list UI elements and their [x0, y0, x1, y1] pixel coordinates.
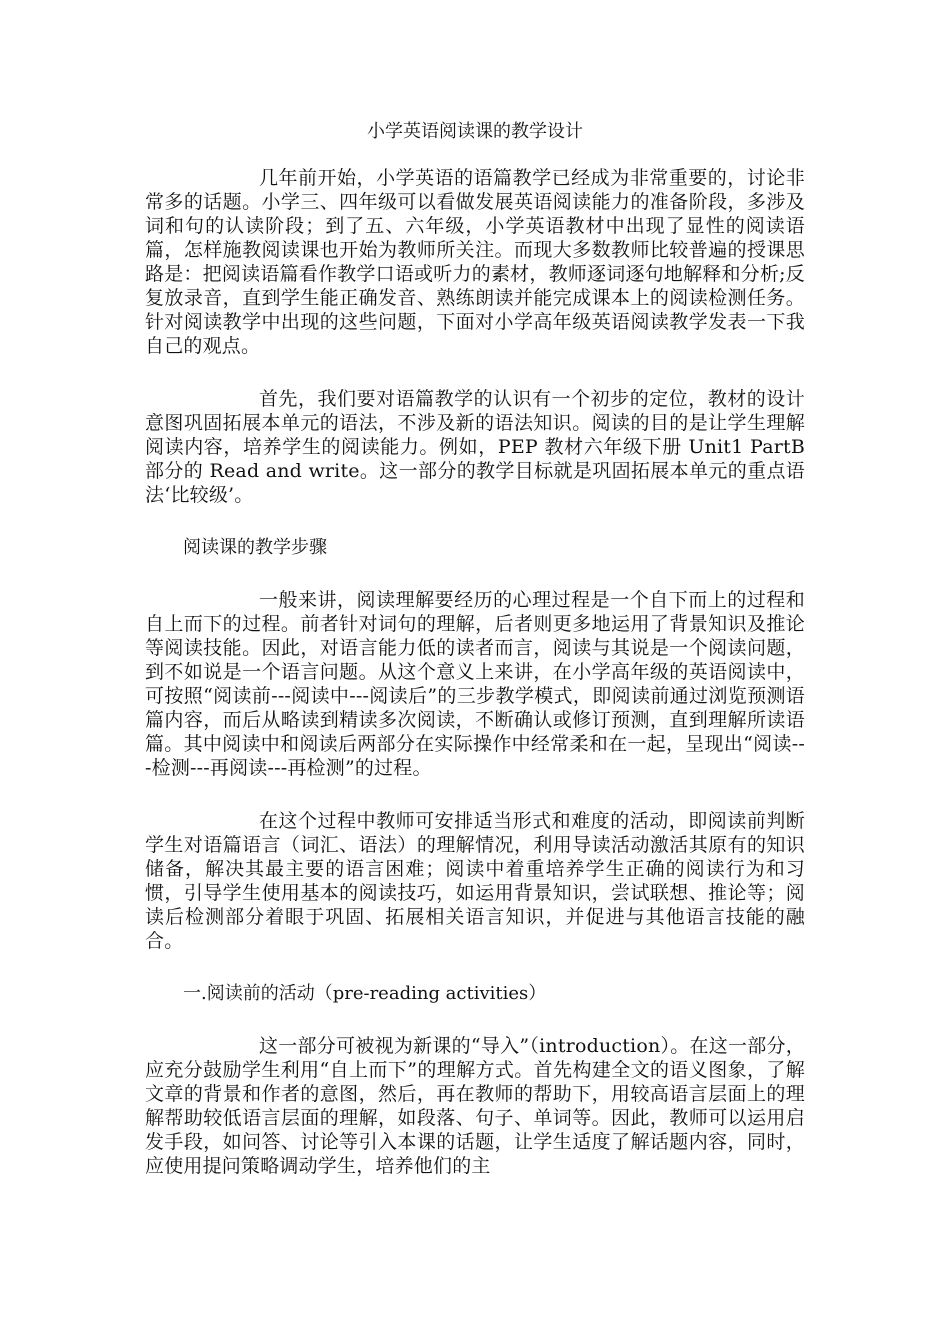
paragraph-reading-process: 一般来讲，阅读理解要经历的心理过程是一个自下而上的过程和自上而下的过程。前者针对词句的理解，后者则更多地运用了背景知识及推论等阅读技能。因此，对语言能力低的读者而言，阅读与其说是一个阅读问题，到不如说是一个语言问题。从这个意义上来讲，在小学高年级的英语阅读中，可按照“阅读前---阅读中---阅读后”的三步教学模式，即阅读前通过浏览预测语篇内容，而后从略读到精读多次阅读，不断确认或修订预测，直到理解所读语篇。其中阅读中和阅读后两部分在实际操作中经常柔和在一起，呈现出“阅读---检测---再阅读---再检测”的过程。	[145, 589, 805, 779]
document-title: 小学英语阅读课的教学设计	[367, 121, 583, 142]
paragraph-intro: 几年前开始，小学英语的语篇教学已经成为非常重要的，讨论非常多的话题。小学三、四年级可以看做发展英语阅读能力的准备阶段，多涉及词和句的认读阶段；到了五、六年级，小学英语教材中出现了显性的阅读语篇，怎样施教阅读课也开始为教师所关注。而现大多数教师比较普遍的授课思路是：把阅读语篇看作教学口语或听力的素材，教师逐词逐句地解释和分析;反复放录音，直到学生能正确发音、熟练朗读并能完成课本上的阅读检测任务。针对阅读教学中出现的这些问题，下面对小学高年级英语阅读教学发表一下我自己的观点。	[145, 167, 805, 357]
paragraph-activities: 在这个过程中教师可安排适当形式和难度的活动，即阅读前判断学生对语篇语言（词汇、语法）的理解情况，利用导读活动激活其原有的知识储备，解决其最主要的语言困难；阅读中着重培养学生正确的阅读行为和习惯，引导学生使用基本的阅读技巧，如运用背景知识，尝试联想、推论等；阅读后检测部分着眼于巩固、拓展相关语言知识，并促进与其他语言技能的融合。	[145, 810, 805, 952]
document-body	[145, 118, 805, 1207]
paragraph-positioning: 首先，我们要对语篇教学的认识有一个初步的定位，教材的设计意图巩固拓展本单元的语法，不涉及新的语法知识。阅读的目的是让学生理解阅读内容，培养学生的阅读能力。例如，PEP 教材六年级下册 Unit1 PartB 部分的 Read and write。这一部分的教学目标就是巩固拓展本单元的重点语法‘比较级’。	[145, 388, 805, 506]
section-heading-pre-reading: 一.阅读前的活动（pre-reading activities）	[183, 983, 547, 1004]
paragraph-introduction: 这一部分可被视为新课的“导入”（introduction）。在这一部分，应充分鼓励学生利用“自上而下”的理解方式。首先构建全文的语义图象，了解文章的背景和作者的意图，然后，再在教师的帮助下，用较高语言层面上的理解帮助较低语言层面的理解，如段落、句子、单词等。因此，教师可以运用启发手段，如问答、讨论等引入本课的话题，让学生适度了解话题内容，同时，应使用提问策略调动学生，培养他们的主	[145, 1035, 805, 1177]
section-heading-steps: 阅读课的教学步骤	[183, 537, 327, 558]
